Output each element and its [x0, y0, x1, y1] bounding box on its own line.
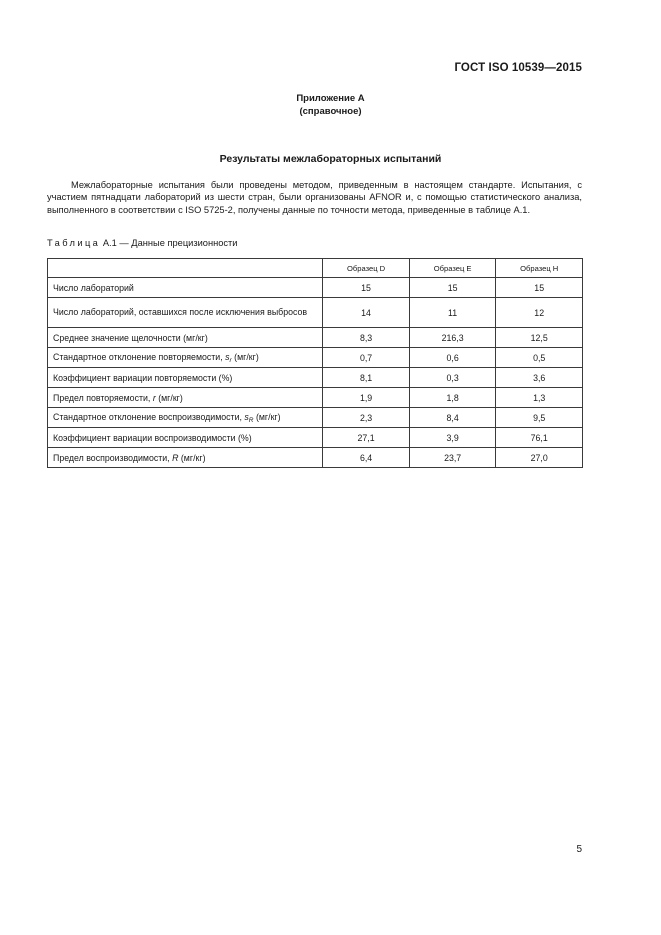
precision-table — [47, 258, 583, 468]
cell-value: 27,0 — [496, 448, 583, 468]
cell-value: 27,1 — [323, 428, 410, 448]
cell-value: 14 — [323, 298, 410, 328]
column-header: Образец H — [496, 259, 583, 278]
cell-value: 1,8 — [409, 388, 496, 408]
cell-value: 216,3 — [409, 328, 496, 348]
row-label: Стандартное отклонение воспроизводимости, $s_R$ (мг/кг) — [48, 408, 323, 428]
table-row — [48, 388, 583, 408]
table-row — [48, 298, 583, 328]
document-code: ГОСТ ISO 10539—2015 — [454, 62, 582, 74]
column-header: Образец D — [323, 259, 410, 278]
cell-value: 12,5 — [496, 328, 583, 348]
appendix-subtitle: (справочное) — [299, 106, 362, 117]
section-title: Результаты межлабораторных испытаний — [219, 153, 442, 165]
cell-value: 0,3 — [409, 368, 496, 388]
table-row — [48, 368, 583, 388]
cell-value: 76,1 — [496, 428, 583, 448]
table-row — [48, 428, 583, 448]
cell-value: 1,3 — [496, 388, 583, 408]
cell-value: 11 — [409, 298, 496, 328]
row-label: Стандартное отклонение повторяемости, $s_r$ (мг/кг) — [48, 348, 323, 368]
cell-value: 8,4 — [409, 408, 496, 428]
row-label: Среднее значение щелочности (мг/кг) — [48, 328, 323, 348]
table-row — [48, 348, 583, 368]
appendix-heading — [0, 92, 661, 118]
table-row — [48, 408, 583, 428]
row-label: Предел воспроизводимости, R (мг/кг) — [48, 448, 323, 468]
page-number: 5 — [576, 844, 582, 855]
cell-value: 15 — [409, 278, 496, 298]
table-row — [48, 328, 583, 348]
cell-value: 6,4 — [323, 448, 410, 468]
cell-value: 0,7 — [323, 348, 410, 368]
cell-value: 1,9 — [323, 388, 410, 408]
cell-value: 3,6 — [496, 368, 583, 388]
table-row — [48, 448, 583, 468]
cell-value: 23,7 — [409, 448, 496, 468]
cell-value: 2,3 — [323, 408, 410, 428]
cell-value: 15 — [496, 278, 583, 298]
row-label: Коэффициент вариации воспроизводимости (%) — [48, 428, 323, 448]
row-label: Число лабораторий — [48, 278, 323, 298]
cell-value: 15 — [323, 278, 410, 298]
table-caption-text: А.1 — Данные прецизионности — [102, 238, 238, 248]
cell-value: 0,5 — [496, 348, 583, 368]
cell-value: 3,9 — [409, 428, 496, 448]
header-blank-cell — [48, 259, 323, 278]
cell-value: 8,1 — [323, 368, 410, 388]
appendix-title: Приложение А — [296, 93, 365, 104]
row-label: Коэффициент вариации повторяемости (%) — [48, 368, 323, 388]
intro-paragraph: Межлабораторные испытания были проведены методом, приведенным в настоящем стандарте. Испытания, с участием пятнадцати лабораторий из шести стран, были организованы AFNOR и, с помощью статистического анализа, выполненного в соответствии с ISO 5725-2, получены данные по точности метода, приведенные в таблице А.1. — [47, 180, 582, 215]
row-label: Число лабораторий, оставшихся после исключения выбросов — [48, 298, 323, 328]
table-caption-prefix: Таблица — [47, 238, 101, 248]
row-label: Предел повторяемости, r (мг/кг) — [48, 388, 323, 408]
cell-value: 12 — [496, 298, 583, 328]
cell-value: 9,5 — [496, 408, 583, 428]
table-header-row — [48, 259, 583, 278]
cell-value: 8,3 — [323, 328, 410, 348]
column-header: Образец E — [409, 259, 496, 278]
table-caption — [47, 238, 238, 248]
cell-value: 0,6 — [409, 348, 496, 368]
table-row — [48, 278, 583, 298]
